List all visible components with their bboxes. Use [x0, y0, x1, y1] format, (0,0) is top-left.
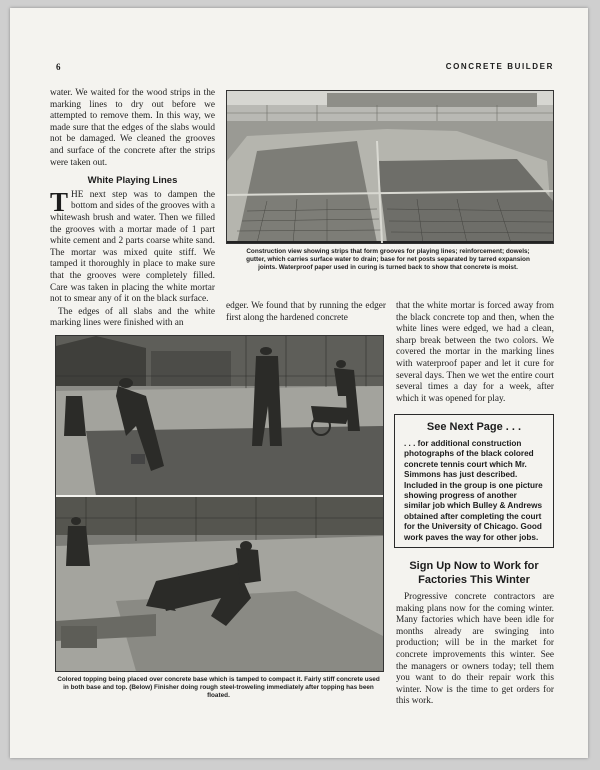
bottom-photo-image	[56, 336, 383, 671]
top-photo-image	[227, 91, 553, 243]
middle-column-text: edger. We found that by running the edger first along the hardened concrete	[226, 301, 386, 323]
page-number: 6	[56, 62, 61, 72]
sign-up-headline: Sign Up Now to Work for Factories This Winter	[409, 560, 539, 586]
bottom-photo	[55, 335, 384, 672]
top-photo	[226, 90, 554, 244]
see-next-page-text: . . . for additional construction photographs of the black colored concrete tennis court which Mr. Simmons has just described. Included in the group is one picture showing progress of another similar job which Bulley & Andrews obtained after completing the court for the University of Chicago. Good work paves the way for other jobs.	[404, 439, 543, 542]
paragraph-dampen-grooves	[50, 186, 215, 306]
drop-cap: T	[50, 186, 69, 217]
right-column-paragraph: that the white mortar is forced away from the black concrete top and then, when the white lines were edged, we had a clean, sharp break between the two colors. We covered the mortar in the marking lines with waterproof paper and let it cure for several days. Then we wet the entire court several times a day for a week, after which it was opened for play.	[396, 301, 554, 404]
top-photo-caption: Construction view showing strips that form grooves for playing lines; reinforcement; dowels; gutter, which carries surface water to drain; base for net posts separated by tarred expansion joints. Waterproof paper used in curing is turned back to show that concrete is moist.	[246, 248, 530, 271]
sign-up-body	[396, 592, 554, 708]
sign-up-paragraph: Progressive concrete contractors are making plans now for the coming winter. Many factories which have been idle for months already are swinging into production; will be in the market for concrete improvements this winter. See the managers or owners today; tell them you want to do their repair work this winter. Now is the time to get orders for this work.	[396, 592, 554, 707]
paragraph-dampen-grooves-text: HE next step was to dampen the bottom and sides of the grooves with a whitewash brush and water. Then we filled the grooves with a mortar made of 1 part white cement and 2 parts coarse white sand. The mortar was mixed quite stiff. We tamped it thoroughly in place to make sure that the grooves were completely filled. Care was taken in placing the white mortar not to smear any of it on the black surface.	[50, 189, 215, 305]
see-next-page-title: See Next Page . . .	[426, 421, 522, 433]
bottom-photo-caption: Colored topping being placed over concrete base which is tamped to compact it. Fairly stiff concrete used in both base and top. (Below) Finisher doing rough steel-troweling immediately after topping has been floated.	[57, 676, 380, 699]
intro-paragraph: water. We waited for the wood strips in the marking lines to dry out before we attempted to remove them. In this way, we made sure that the edges of the slabs would not be damaged. We cleaned the grooves and surface of the concrete after the strips were taken out.	[50, 88, 215, 168]
middle-column	[226, 301, 386, 324]
subhead-white-playing-lines: White Playing Lines	[87, 175, 178, 187]
running-title: CONCRETE BUILDER	[445, 62, 554, 71]
see-next-page-box	[394, 414, 554, 548]
left-column	[50, 88, 215, 330]
paragraph-edges: The edges of all slabs and the white marking lines were finished with an	[50, 306, 215, 329]
magazine-page	[10, 8, 588, 758]
right-column	[396, 301, 554, 405]
